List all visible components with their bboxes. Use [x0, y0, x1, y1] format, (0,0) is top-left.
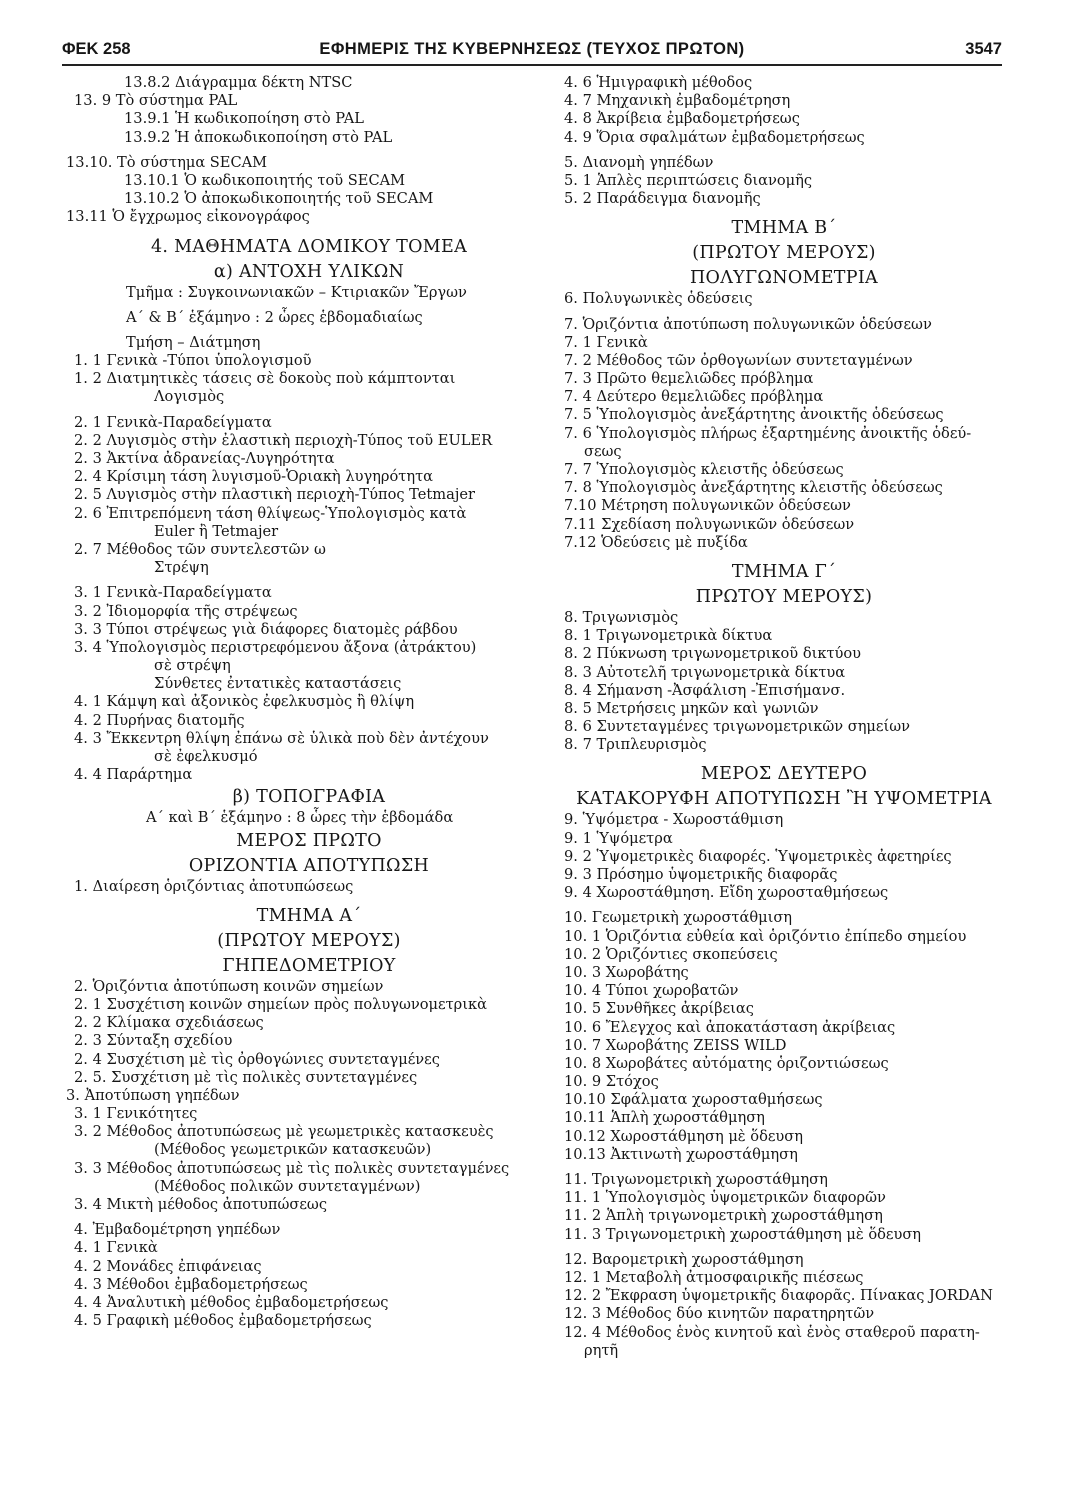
syllabus-item: 10.10 Σφάλματα χωροσταθμήσεως — [564, 1091, 823, 1109]
syllabus-item: 10.11 Ἁπλὴ χωροστάθμηση — [564, 1109, 765, 1127]
syllabus-item: 3. Ἀποτύπωση γηπέδων — [66, 1086, 240, 1104]
section-heading: ΠΡΩΤΟΥ ΜΕΡΟΥΣ) — [695, 586, 873, 607]
syllabus-item: Euler ἢ Tetmajer — [154, 522, 279, 540]
spacer — [564, 754, 1004, 761]
section-heading: 4. ΜΑΘΗΜΑΤΑ ΔΟΜΙΚΟΥ ΤΟΜΕΑ — [150, 236, 468, 257]
section-heading: ΤΜΗΜΑ Α΄ — [256, 905, 362, 926]
syllabus-item: 7. 7 Ὑπολογισμὸς κλειστῆς ὁδεύσεως — [564, 461, 844, 478]
syllabus-item: 12. 4 Μέθοδος ἑνὸς κινητοῦ καὶ ἑνὸς σταθεροῦ παρατη- — [564, 1323, 980, 1341]
page-header — [62, 38, 1002, 64]
syllabus-item: 9. Ὑψόμετρα - Χωροστάθμιση — [564, 811, 784, 829]
syllabus-item: 11. 1 Ὑπολογισμὸς ὑψομετρικῶν διαφορῶν — [564, 1189, 886, 1207]
syllabus-item: σὲ ἐφελκυσμό — [154, 748, 258, 765]
syllabus-item: 8. 1 Τριγωνομετρικὰ δίκτυα — [564, 627, 773, 645]
syllabus-item: 8. 7 Τριπλευρισμὸς — [564, 736, 707, 754]
spacer — [66, 302, 552, 309]
section-heading: α) ΑΝΤΟΧΗ ΥΛΙΚΩΝ — [213, 261, 405, 282]
syllabus-item: 7.10 Μέτρηση πολυγωνικῶν ὁδεύσεων — [564, 497, 851, 515]
syllabus-item: 13.10.1 Ὁ κωδικοποιητής τοῦ SECAM — [124, 171, 406, 189]
syllabus-item: 3. 4 Ὑπολογισμὸς περιστρεφόμενου ἄξονα (ἀτράκτου) — [74, 638, 477, 656]
right-column — [564, 74, 1004, 1360]
syllabus-item: 8. 4 Σήμανση -Ἀσφάλιση -Ἐπισήμανσ. — [564, 681, 846, 699]
section-heading: β) ΤΟΠΟΓΡΑΦΙΑ — [232, 787, 386, 808]
syllabus-item: 4. 1 Κάμψη καὶ ἀξονικὸς ἐφελκυσμὸς ἢ θλίψη — [74, 693, 415, 711]
section-heading: (ΠΡΩΤΟΥ ΜΕΡΟΥΣ) — [692, 243, 876, 264]
syllabus-item: 3. 3 Μέθοδος ἀποτυπώσεως μὲ τὶς πολικὲς συντεταγμένες — [74, 1159, 510, 1177]
syllabus-item: 8. 6 Συντεταγμένες τριγωνομετρικῶν σημείων — [564, 718, 910, 736]
syllabus-item: 8. 5 Μετρήσεις μηκῶν καὶ γωνιῶν — [564, 699, 819, 717]
syllabus-item: Σύνθετες ἐντατικὲς καταστάσεις — [154, 675, 402, 693]
syllabus-item: 13.11 Ὁ ἔγχρωμος εἰκονογράφος — [66, 208, 310, 226]
section-heading: ΤΜΗΜΑ Γ΄ — [731, 561, 837, 582]
syllabus-item: (Μέθοδος πολικῶν συντεταγμένων) — [154, 1177, 421, 1195]
spacer — [66, 407, 552, 414]
spacer — [66, 577, 552, 584]
syllabus-item: 10. 7 Χωροβάτης ZEISS WILD — [564, 1036, 787, 1054]
syllabus-item: (Μέθοδος γεωμετρικῶν κατασκευῶν) — [154, 1141, 432, 1159]
syllabus-item: 10. 4 Τύποι χωροβατῶν — [564, 982, 739, 1000]
spacer — [564, 552, 1004, 559]
syllabus-item: 9. 4 Χωροστάθμηση. Εἴδη χωροσταθμήσεως — [564, 884, 889, 902]
syllabus-item: 10. 8 Χωροβάτες αὐτόματης ὁριζοντιώσεως — [564, 1054, 889, 1072]
syllabus-item: 3. 1 Γενικὰ-Παραδείγματα — [74, 584, 272, 602]
section-heading: ΜΕΡΟΣ ΔΕΥΤΕΡΟ — [700, 764, 868, 785]
syllabus-item: 2. 7 Μέθοδος τῶν συντελεστῶν ω — [74, 540, 326, 558]
syllabus-item: 2. 5. Συσχέτιση μὲ τὶς πολικὲς συντεταγμένες — [74, 1068, 418, 1086]
syllabus-item: 5. 2 Παράδειγμα διανομῆς — [564, 190, 761, 208]
spacer — [66, 896, 552, 903]
spacer — [564, 1244, 1004, 1251]
section-heading: (ΠΡΩΤΟΥ ΜΕΡΟΥΣ) — [217, 930, 401, 951]
spacer — [564, 147, 1004, 154]
syllabus-item: 7.11 Σχεδίαση πολυγωνικῶν ὁδεύσεων — [564, 515, 855, 533]
syllabus-item: 2. 2 Κλίμακα σχεδιάσεως — [74, 1014, 264, 1032]
section-heading: ΠΟΛΥΓΩΝΟΜΕΤΡΙΑ — [689, 268, 878, 289]
left-column — [66, 74, 552, 1330]
section-heading: ΚΑΤΑΚΟΡΥΦΗ ΑΠΟΤΥΠΩΣΗ Ἢ ΥΨΟΜΕΤΡΙΑ — [576, 789, 992, 810]
syllabus-item: 9. 3 Πρόσημο ὑψομετρικῆς διαφορᾶς — [564, 866, 838, 883]
syllabus-item: 4. 9 Ὅρια σφαλμάτων ἐμβαδομετρήσεως — [564, 128, 865, 146]
spacer — [66, 327, 552, 334]
syllabus-item: 2. 2 Λυγισμὸς στὴν ἐλαστικὴ περιοχὴ-Τύπος τοῦ EULER — [74, 431, 493, 449]
syllabus-item: Τμῆμα : Συγκοινωνιακῶν – Κτιριακῶν Ἔργων — [126, 283, 467, 301]
syllabus-item: 10. 3 Χωροβάτης — [564, 963, 689, 981]
syllabus-item: 1. 1 Γενικὰ -Τύποι ὑπολογισμοῦ — [74, 352, 312, 370]
syllabus-item: 10. 5 Συνθῆκες ἀκρίβειας — [564, 1000, 754, 1018]
gazette-title: ΕΦΗΜΕΡΙΣ ΤΗΣ ΚΥΒΕΡΝΗΣΕΩΣ (ΤΕΥΧΟΣ ΠΡΩΤΟΝ) — [319, 40, 745, 58]
syllabus-item: 12. 3 Μέθοδος δύο κινητῶν παρατηρητῶν — [564, 1305, 875, 1323]
syllabus-item: 5. Διανομὴ γηπέδων — [564, 153, 714, 171]
syllabus-item: 4. 3 Μέθοδοι ἐμβαδομετρήσεως — [74, 1275, 308, 1293]
syllabus-item: 4. 2 Πυρήνας διατομῆς — [74, 711, 245, 729]
syllabus-item: 8. 3 Αὐτοτελῆ τριγωνομετρικὰ δίκτυα — [564, 663, 846, 681]
syllabus-item: 10.13 Ἀκτινωτὴ χωροστάθμηση — [564, 1145, 798, 1163]
syllabus-item: 4. 1 Γενικὰ — [74, 1239, 158, 1257]
page-number: 3547 — [965, 40, 1002, 58]
syllabus-item: 13.10. Τὸ σύστημα SECAM — [66, 153, 268, 171]
syllabus-item: 7. 5 Ὑπολογισμὸς ἀνεξάρτητης ἀνοικτῆς ὁδεύσεως — [564, 406, 944, 424]
syllabus-item: 12. 1 Μεταβολὴ ἀτμοσφαιρικῆς πιέσεως — [564, 1268, 864, 1286]
syllabus-item: 3. 1 Γενικότητες — [74, 1105, 198, 1123]
syllabus-item: σὲ στρέψη — [154, 657, 231, 675]
syllabus-item: 2. 3 Σύνταξη σχεδίου — [74, 1032, 233, 1050]
syllabus-item: Λογισμὸς — [154, 388, 225, 406]
syllabus-item: 13.9.1 Ἡ κωδικοποίηση στὸ PAL — [124, 110, 364, 128]
syllabus-item: 3. 4 Μικτὴ μέθοδος ἀποτυπώσεως — [74, 1196, 327, 1213]
syllabus-item: 2. 1 Συσχέτιση κοινῶν σημείων πρὸς πολυγωνομετρικὰ — [74, 995, 487, 1013]
syllabus-item: 13.9.2 Ἡ ἀποκωδικοποίηση στὸ PAL — [124, 128, 393, 146]
syllabus-item: 4. 3 Ἔκκεντρη θλίψη ἐπάνω σὲ ὑλικὰ ποὺ δὲν ἀντέχουν — [74, 729, 489, 747]
syllabus-item: 5. 1 Ἁπλὲς περιπτώσεις διανομῆς — [564, 171, 813, 189]
syllabus-item: 7. 4 Δεύτερο θεμελιῶδες πρόβλημα — [564, 388, 824, 406]
syllabus-item: Α΄ καὶ Β΄ ἑξάμηνο : 8 ὧρες τὴν ἑβδομάδα — [146, 809, 454, 827]
syllabus-item: 12. 2 Ἔκφραση ὑψομετρικῆς διαφορᾶς. Πίνακας JORDAN — [564, 1287, 993, 1305]
syllabus-item: 3. 2 Ἰδιομορφία τῆς στρέψεως — [74, 602, 298, 620]
syllabus-item: 4. 5 Γραφικὴ μέθοδος ἐμβαδομετρήσεως — [74, 1312, 372, 1330]
syllabus-item: 10. 1 Ὁριζόντια εὐθεία καὶ ὁριζόντιο ἐπίπεδο σημείου — [564, 927, 967, 945]
spacer — [66, 1214, 552, 1221]
spacer — [564, 1164, 1004, 1171]
syllabus-item: 7. 2 Μέθοδος τῶν ὀρθογωνίων συντεταγμένων — [564, 351, 913, 369]
syllabus-item: 4. Ἐμβαδομέτρηση γηπέδων — [74, 1221, 281, 1239]
syllabus-item: 10. 2 Ὁριζόντιες σκοπεύσεις — [564, 945, 778, 963]
syllabus-item: 9. 2 Ὑψομετρικὲς διαφορές. Ὑψομετρικὲς ἀφετηρίες — [564, 847, 952, 865]
syllabus-item: Α΄ & Β΄ ἑξάμηνο : 2 ὧρες ἑβδομαδιαίως — [126, 308, 423, 326]
syllabus-item: 4. 4 Παράρτημα — [74, 766, 193, 784]
syllabus-item: 11. 3 Τριγωνομετρικὴ χωροστάθμηση μὲ ὅδευση — [564, 1225, 922, 1243]
syllabus-item: 7. 8 Ὑπολογισμὸς ἀνεξάρτητης κλειστῆς ὁδεύσεως — [564, 479, 943, 497]
syllabus-item: 4. 4 Ἀναλυτικὴ μέθοδος ἐμβαδομετρήσεως — [74, 1293, 389, 1311]
syllabus-item: 3. 3 Τύποι στρέψεως γιὰ διάφορες διατομὲς ράβδου — [74, 620, 458, 638]
syllabus-item: 7.12 Ὁδεύσεις μὲ πυξίδα — [564, 533, 748, 551]
syllabus-item: 6. Πολυγωνικὲς ὁδεύσεις — [564, 290, 753, 308]
syllabus-item: 2. 5 Λυγισμὸς στὴν πλαστικὴ περιοχὴ-Τύπος Tetmajer — [74, 486, 475, 504]
syllabus-item: 7. 3 Πρῶτο θεμελιῶδες πρόβλημα — [564, 370, 814, 388]
syllabus-item: 4. 2 Μονάδες ἐπιφάνειας — [74, 1257, 262, 1275]
syllabus-item: 2. 4 Συσχέτιση μὲ τὶς ὀρθογώνιες συντεταγμένες — [74, 1050, 440, 1068]
syllabus-item: 13. 9 Τὸ σύστημα PAL — [74, 92, 238, 110]
syllabus-item: 3. 2 Μέθοδος ἀποτυπώσεως μὲ γεωμετρικὲς κατασκευὲς — [74, 1123, 494, 1141]
syllabus-item: 7. 1 Γενικὰ — [564, 333, 648, 351]
syllabus-item: 2. 4 Κρίσιμη τάση λυγισμοῦ-Ὁριακὴ λυγηρότητα — [74, 468, 434, 486]
syllabus-item: 2. 3 Ἀκτίνα ἀδρανείας-Λυγηρότητα — [74, 450, 335, 467]
syllabus-item: Τμήση – Διάτμηση — [126, 333, 261, 351]
syllabus-item: 2. 1 Γενικὰ-Παραδείγματα — [74, 413, 272, 431]
spacer — [564, 208, 1004, 215]
syllabus-item: 2. 6 Ἐπιτρεπόμενη τάση θλίψεως-Ὑπολογισμὸς κατὰ — [74, 504, 467, 522]
spacer — [564, 309, 1004, 316]
spacer — [66, 227, 552, 234]
syllabus-item: ρητῆ — [584, 1341, 619, 1359]
syllabus-item: 13.10.2 Ὁ ἀποκωδικοποιητής τοῦ SECAM — [124, 190, 434, 208]
spacer — [66, 147, 552, 154]
syllabus-item: 10. 9 Στόχος — [564, 1073, 659, 1091]
spacer — [564, 902, 1004, 909]
syllabus-item: 4. 7 Μηχανικὴ ἐμβαδομέτρηση — [564, 92, 791, 110]
syllabus-item: 8. Τριγωνισμὸς — [564, 608, 679, 626]
section-heading: ΜΕΡΟΣ ΠΡΩΤΟ — [236, 830, 382, 851]
section-heading: ΟΡΙΖΟΝΤΙΑ ΑΠΟΤΥΠΩΣΗ — [188, 855, 430, 876]
syllabus-item: 9. 1 Ὑψόμετρα — [564, 829, 673, 847]
syllabus-item: 11. 2 Ἁπλὴ τριγωνομετρικὴ χωροστάθμηση — [564, 1207, 883, 1225]
syllabus-item: 7. Ὁριζόντια ἀποτύπωση πολυγωνικῶν ὁδεύσεων — [564, 315, 932, 333]
gazette-issue-number: ΦΕΚ 258 — [62, 40, 131, 58]
syllabus-item: σεως — [584, 442, 622, 460]
syllabus-item: 1. 2 Διατμητικὲς τάσεις σὲ δοκοὺς ποὺ κάμπτονται — [74, 370, 456, 388]
syllabus-item: 12. Βαρομετρικὴ χωροστάθμηση — [564, 1250, 804, 1268]
syllabus-item: Στρέψη — [154, 559, 209, 577]
syllabus-item: 4. 8 Ἀκρίβεια ἐμβαδομετρήσεως — [564, 110, 800, 128]
syllabus-item: 1. Διαίρεση ὁριζόντιας ἀποτυπώσεως — [74, 877, 354, 895]
syllabus-item: 7. 6 Ὑπολογισμὸς πλήρως ἐξαρτημένης ἀνοικτῆς ὁδεύ- — [564, 424, 972, 442]
syllabus-item: 10. 6 Ἔλεγχος καὶ ἀποκατάσταση ἀκρίβειας — [564, 1018, 896, 1036]
syllabus-item: 8. 2 Πύκνωση τριγωνομετρικοῦ δικτύου — [564, 645, 862, 663]
syllabus-item: 4. 6 Ἡμιγραφικὴ μέθοδος — [564, 74, 753, 91]
syllabus-item: 11. Τριγωνομετρικὴ χωροστάθμηση — [564, 1171, 828, 1188]
syllabus-item: 10.12 Χωροστάθμηση μὲ ὅδευση — [564, 1127, 803, 1145]
syllabus-item: 10. Γεωμετρικὴ χωροστάθμιση — [564, 909, 793, 927]
syllabus-item: 2. Ὁριζόντια ἀποτύπωση κοινῶν σημείων — [74, 977, 384, 995]
section-heading: ΤΜΗΜΑ Β΄ — [731, 218, 837, 239]
syllabus-item: 13.8.2 Διάγραμμα δέκτη NTSC — [124, 74, 353, 91]
header-rule — [62, 64, 1002, 66]
section-heading: ΓΗΠΕΔΟΜΕΤΡΙΟΥ — [222, 955, 396, 976]
